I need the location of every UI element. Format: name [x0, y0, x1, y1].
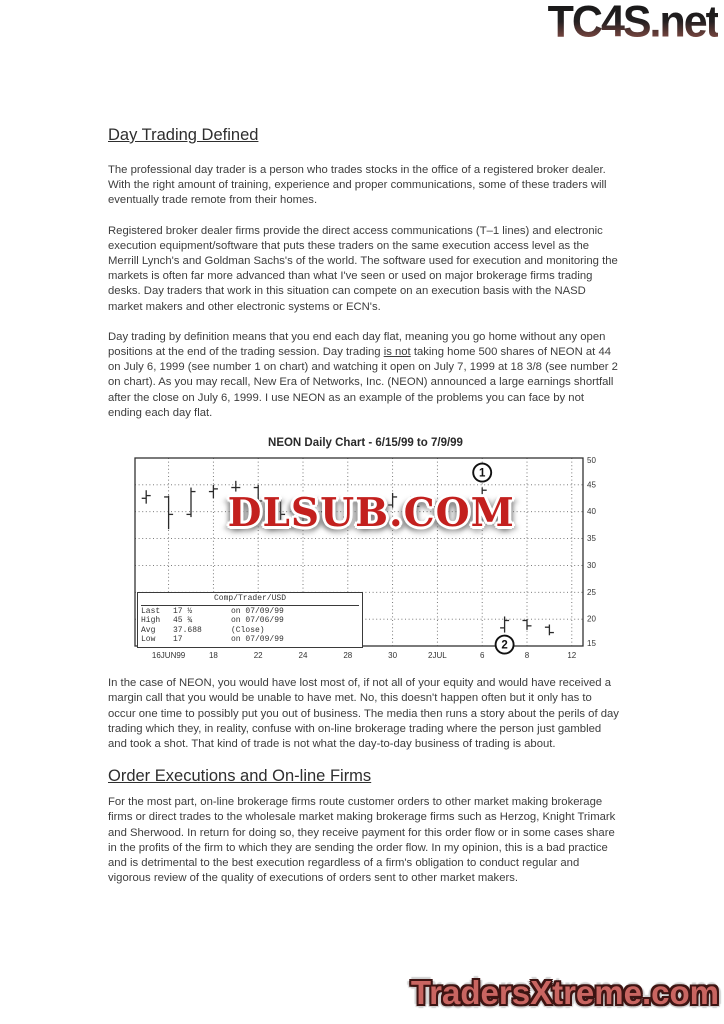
annotation-number: 2 [501, 639, 508, 652]
legend-cell: on 07/09/99 [231, 635, 284, 645]
tc4s-logo: TC4S.net [548, 0, 718, 48]
annotation-number: 1 [478, 467, 486, 480]
x-tick-label: 2JUL [428, 651, 447, 661]
neon-daily-chart [128, 454, 603, 666]
chart-title: NEON Daily Chart - 6/15/99 to 7/9/99 [268, 437, 463, 450]
legend-cell: on 07/06/99 [231, 616, 284, 626]
paragraph-order-flow: For the most part, on-line brokerage firms route customer orders to other market making brokerage firms or direct trades to the wholesale market making brokerage firms such as Herzog, Knight Trimark and Sherwood. In return for doing so, they receive payment for this order flow or in some cases share in the profits of the firm to which they are sending the order flow. In my opinion, this is a bad practice and is detrimental to the best execution regardless of a firm's obligation to conduct regular and vigorous review of the quality of executions of orders sent to other market makers. [108, 796, 616, 885]
legend-title: Comp/Trader/USD [141, 594, 359, 606]
paragraph-neon-case: In the case of NEON, you would have lost most of, if not all of your equity and would have received a margin call that you would be unable to have met. No, this doesn't happen often but it only has to occur one time to possibly put you out of business. The media then runs a story about the perils of day trading which they, in reality, confuse with on-line brokerage trading where the person just gambled and took a shot. That kind of trade is not what the day-to-day business of trading is about. [108, 677, 619, 751]
legend-cell: on 07/09/99 [231, 606, 284, 616]
legend-row [141, 635, 359, 645]
x-tick-label: 22 [253, 651, 263, 661]
legend-cell: (Close) [231, 625, 265, 635]
y-tick-label: 40 [587, 507, 596, 517]
paragraph-professional-trader: The professional day trader is a person who trades stocks in the office of a registered broker dealer. With the right amount of training, experience and proper communications, some of these traders will eventually trade remote from their homes. [108, 164, 607, 207]
x-tick-label: 28 [343, 651, 353, 661]
x-tick-label: 30 [388, 651, 398, 661]
legend-cell: Low [141, 635, 156, 645]
legend-cell: 37.688 [173, 625, 202, 635]
paragraph-day-trading-definition [108, 330, 620, 421]
y-tick-label: 25 [587, 588, 596, 598]
heading-day-trading-defined: Day Trading Defined [108, 126, 259, 144]
x-tick-label: 18 [208, 651, 218, 661]
legend-cell: 17 [173, 635, 183, 645]
paragraph-broker-dealer-firms: Registered broker dealer firms provide the direct access communications (T–1 lines) and electronic execution equipment/software that puts these traders on the same execution access level as the Merrill Lynch's and Goldman Sachs's of the world. The software used for execution and monitoring the markets is often far more advanced than what I've seen or used on major brokerage firms trading desks. Day traders that work in this situation can compete on an execution basis with the NASD market makers and other electronic systems or ECN's. [108, 224, 618, 313]
y-tick-label: 50 [587, 456, 596, 466]
x-tick-label: 12 [567, 651, 577, 661]
y-tick-label: 30 [587, 561, 596, 571]
article-body [108, 126, 620, 901]
y-tick-label: 45 [587, 480, 596, 490]
neon-chart-figure [128, 436, 603, 666]
underlined-phrase: is not [383, 346, 411, 359]
paragraph-segment: taking home 500 shares of NEON at 44 on July 6, 1999 (see number 1 on chart) and watching it open on July 7, 1999 at 18 3/8 (see number 2 on chart). As you may recall, New Era of Networks, Inc. (NEON) announced a large earnings shortfall after the close on July 6, 1999. I use NEON as an example of the problems you can face by not ending each day flat. [108, 346, 618, 419]
legend-cell: Avg [141, 625, 156, 635]
dlsub-watermark: DLSUB.COM [227, 490, 515, 537]
legend-cell: High [141, 616, 161, 626]
quote-legend-box [137, 592, 363, 648]
legend-row [141, 616, 359, 626]
tradersxtreme-logo: TradersXtreme.com [410, 974, 719, 1011]
legend-cell: 45 ¾ [173, 616, 193, 626]
y-tick-label: 15 [587, 639, 596, 649]
x-tick-label: 6 [479, 651, 485, 661]
x-tick-label: 16JUN99 [151, 651, 186, 661]
x-tick-label: 8 [524, 651, 530, 661]
legend-cell: Last [141, 606, 161, 616]
y-tick-label: 20 [587, 614, 596, 624]
paragraph-segment: Day trading by definition means that you end each day flat, meaning you go home without any open positions at the end of the trading session. Day trading [108, 330, 606, 359]
x-tick-label: 24 [298, 651, 308, 661]
heading-order-executions: Order Executions and On-line Firms [108, 767, 372, 786]
legend-row [141, 607, 359, 617]
legend-cell: 17 ½ [173, 606, 193, 616]
legend-row [141, 626, 359, 636]
y-tick-label: 35 [587, 534, 596, 544]
